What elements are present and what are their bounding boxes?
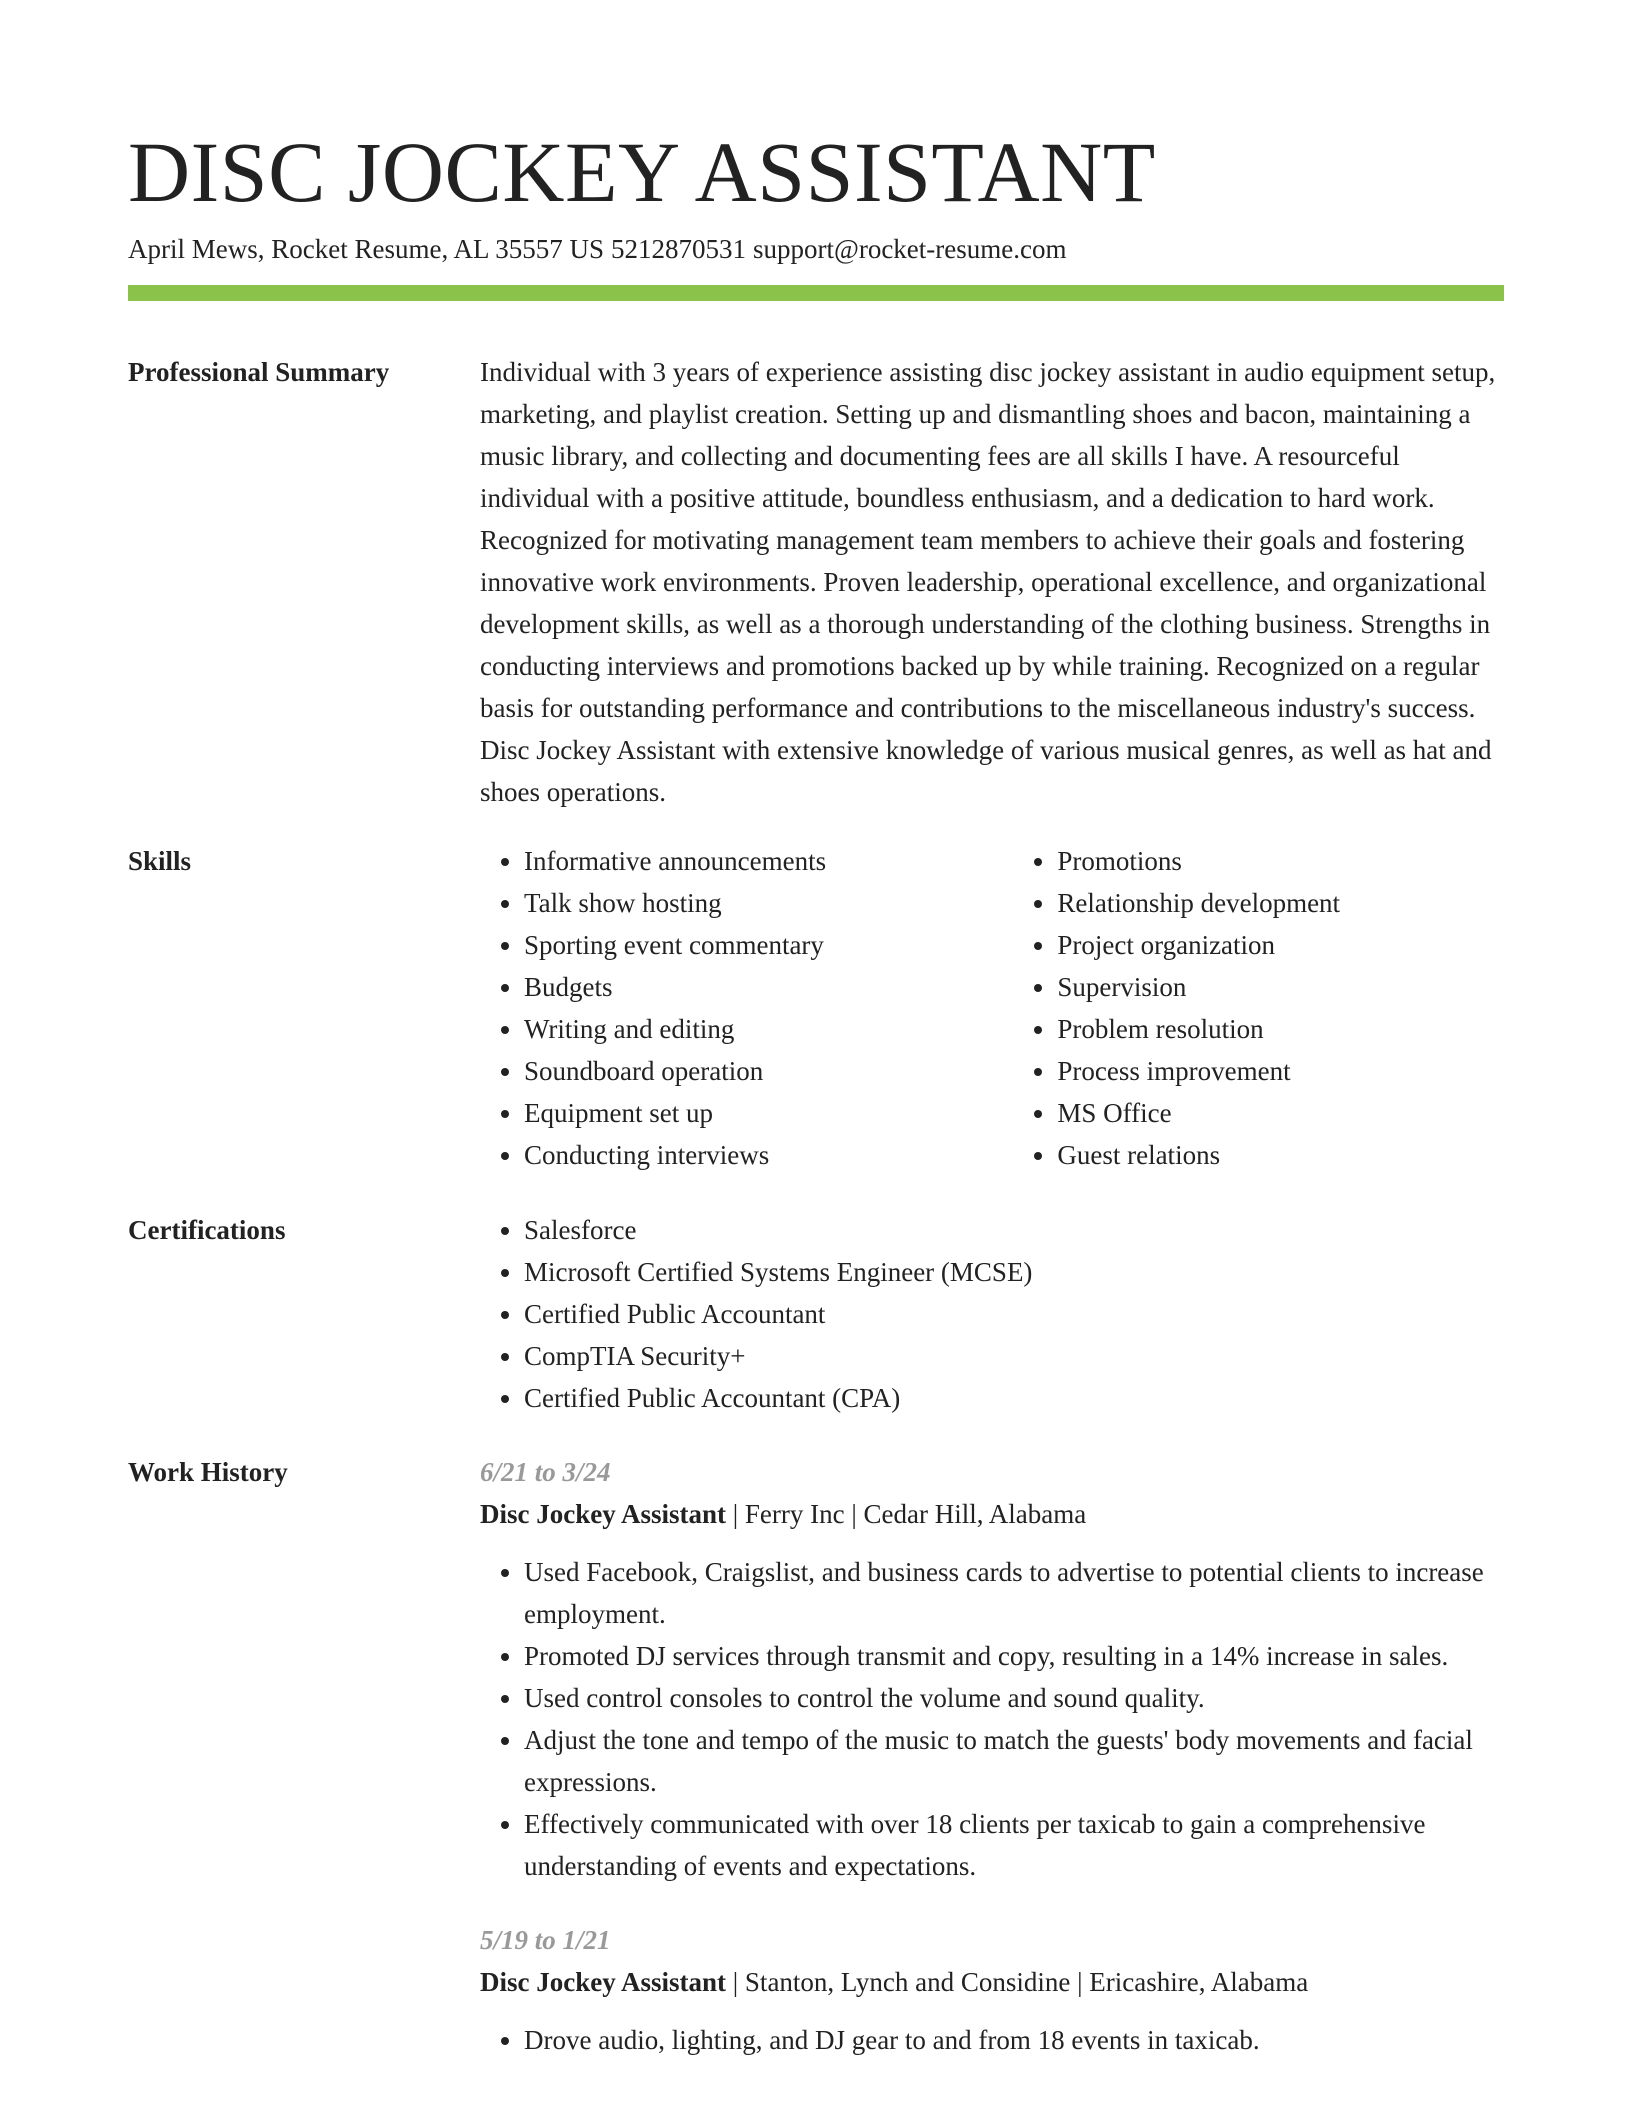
job-bullet: • Drove audio, lighting, and DJ gear to and from 18 events in taxicab. bbox=[524, 2019, 1504, 2061]
job-title: Disc Jockey Assistant bbox=[480, 1499, 727, 1529]
job-entry bbox=[480, 1919, 1504, 2061]
skill-item: • Soundboard operation bbox=[524, 1050, 1013, 1092]
job-bullets bbox=[480, 1551, 1504, 1887]
job-bullet: • Used control consoles to control the volume and sound quality. bbox=[524, 1677, 1504, 1719]
skill-item: • Budgets bbox=[524, 966, 1013, 1008]
skill-item: • Equipment set up bbox=[524, 1092, 1013, 1134]
job-bullets bbox=[480, 2019, 1504, 2061]
job-bullet: • Used Facebook, Craigslist, and business cards to advertise to potential clients to increase employment. bbox=[524, 1551, 1504, 1635]
job-bullet: • Promoted DJ services through transmit and copy, resulting in a 14% increase in sales. bbox=[524, 1635, 1504, 1677]
certification-item: • Certified Public Accountant (CPA) bbox=[524, 1377, 1504, 1419]
skill-item: • Sporting event commentary bbox=[524, 924, 1013, 966]
skill-item: • Informative announcements bbox=[524, 840, 1013, 882]
skill-item: • Process improvement bbox=[1057, 1050, 1504, 1092]
skill-item: • Problem resolution bbox=[1057, 1008, 1504, 1050]
skill-item: • Guest relations bbox=[1057, 1134, 1504, 1176]
skills-body bbox=[480, 840, 1504, 1176]
skill-item: • MS Office bbox=[1057, 1092, 1504, 1134]
certifications-body bbox=[480, 1209, 1504, 1419]
summary-label: Professional Summary bbox=[128, 357, 390, 387]
work-history-body bbox=[480, 1451, 1504, 2061]
skill-item: • Relationship development bbox=[1057, 882, 1504, 924]
job-company-location: | Stanton, Lynch and Considine | Ericashire, Alabama bbox=[726, 1967, 1309, 1997]
skills-list-right bbox=[1013, 840, 1504, 1176]
skill-item: • Conducting interviews bbox=[524, 1134, 1013, 1176]
job-title: Disc Jockey Assistant bbox=[480, 1967, 727, 1997]
summary-body bbox=[480, 351, 1504, 813]
certification-item: • Microsoft Certified Systems Engineer (MCSE) bbox=[524, 1251, 1504, 1293]
skill-item: • Project organization bbox=[1057, 924, 1504, 966]
job-dates: 6/21 to 3/24 bbox=[480, 1457, 611, 1487]
skill-item: • Writing and editing bbox=[524, 1008, 1013, 1050]
job-bullet: • Adjust the tone and tempo of the music to match the guests' body movements and facial expressions. bbox=[524, 1719, 1504, 1803]
header-divider bbox=[128, 285, 1504, 301]
skills-label: Skills bbox=[128, 846, 192, 876]
certifications-list bbox=[480, 1209, 1504, 1419]
contact-phone: 5212870531 bbox=[610, 234, 746, 264]
contact-line bbox=[128, 231, 1067, 267]
job-entry bbox=[480, 1451, 1504, 1887]
resume-name: DISC JOCKEY ASSISTANT bbox=[128, 124, 1156, 220]
skill-item: • Talk show hosting bbox=[524, 882, 1013, 924]
certification-item: • Salesforce bbox=[524, 1209, 1504, 1251]
job-bullet: • Effectively communicated with over 18 clients per taxicab to gain a comprehensive understanding of events and expectations. bbox=[524, 1803, 1504, 1887]
contact-address: April Mews, Rocket Resume, AL 35557 US bbox=[128, 234, 604, 264]
job-heading bbox=[480, 1961, 1504, 2003]
job-heading bbox=[480, 1493, 1504, 1535]
job-company-location: | Ferry Inc | Cedar Hill, Alabama bbox=[726, 1499, 1087, 1529]
work-history-label: Work History bbox=[128, 1457, 288, 1487]
skills-list-left bbox=[480, 840, 1013, 1176]
contact-email: support@rocket-resume.com bbox=[752, 234, 1067, 264]
skill-item: • Promotions bbox=[1057, 840, 1504, 882]
certification-item: • CompTIA Security+ bbox=[524, 1335, 1504, 1377]
summary-text: Individual with 3 years of experience assisting disc jockey assistant in audio equipment setup, marketing, and playlist creation. Setting up and dismantling shoes and bacon, maintaining a music library, and collecting and documenting fees are all skills I have. A resourceful individual with a positive attitude, boundless enthusiasm, and a dedication to hard work. Recognized for motivating management team members to achieve their goals and fostering innovative work environments. Proven leadership, operational excellence, and organizational development skills, as well as a thorough understanding of the clothing business. Strengths in conducting interviews and promotions backed up by while training. Recognized on a regular basis for outstanding performance and contributions to the miscellaneous industry's success. Disc Jockey Assistant with extensive knowledge of various musical genres, as well as hat and shoes operations. bbox=[480, 357, 1496, 807]
skill-item: • Supervision bbox=[1057, 966, 1504, 1008]
job-dates: 5/19 to 1/21 bbox=[480, 1925, 611, 1955]
certifications-label: Certifications bbox=[128, 1215, 286, 1245]
certification-item: • Certified Public Accountant bbox=[524, 1293, 1504, 1335]
